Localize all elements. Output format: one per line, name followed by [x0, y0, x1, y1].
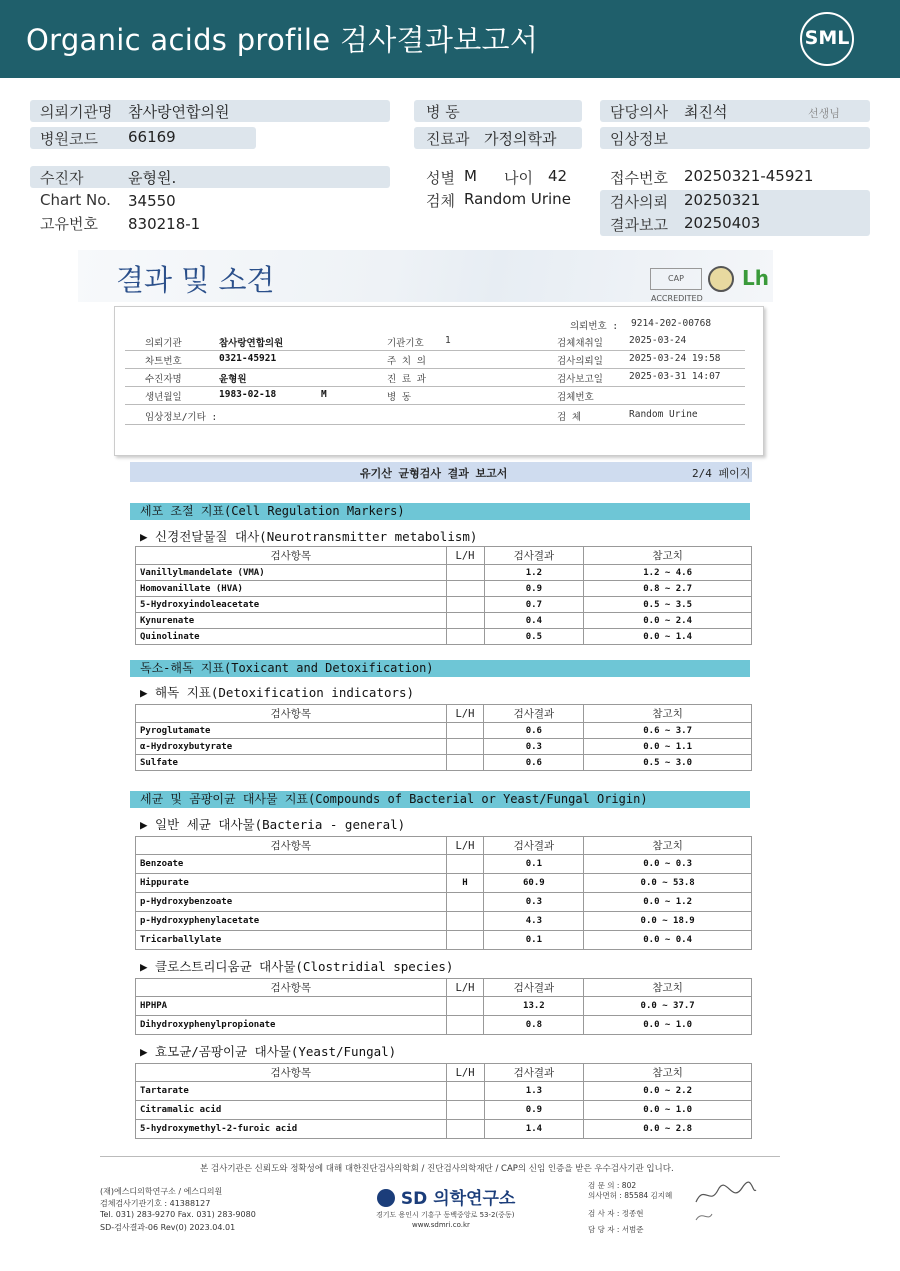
reference-range: 1.2 ~ 4.6 — [584, 565, 752, 581]
flag-cell — [446, 597, 484, 613]
lab-name: SD 의학연구소 — [400, 1189, 516, 1209]
table-row — [136, 874, 752, 893]
reference-range: 0.0 ~ 18.9 — [584, 912, 752, 931]
column-header: 검사항목 — [136, 979, 447, 997]
flag-cell — [446, 629, 484, 645]
org-line-3: Tel. 031) 283-9270 Fax. 031) 283-9080 — [100, 1210, 256, 1219]
request-label: 검사의뢰 — [610, 193, 668, 211]
institution-value: 참사랑연합의원 — [128, 103, 230, 121]
column-header: 검사결과 — [484, 837, 584, 855]
age-value: 42 — [548, 167, 568, 185]
item-name: α-Hydroxybutyrate — [136, 739, 447, 755]
info-label: 임상정보/기타 : — [145, 412, 218, 423]
info-label: 검체채취일 — [557, 338, 603, 349]
request-no-value: 9214-202-00768 — [631, 318, 712, 329]
report-value: 20250403 — [684, 214, 761, 232]
sd-lab-logo — [377, 1184, 515, 1209]
item-name: p-Hydroxyphenylacetate — [136, 912, 447, 931]
table-row — [136, 597, 752, 613]
result-value: 0.1 — [484, 855, 584, 874]
result-value: 0.9 — [484, 581, 584, 597]
signature-line-4: 담 당 자 : 서범준 — [588, 1225, 644, 1234]
id-label: 고유번호 — [40, 215, 98, 233]
flag-cell — [446, 565, 484, 581]
column-header: 참고치 — [584, 705, 752, 723]
column-header: L/H — [446, 1064, 484, 1082]
table-row — [136, 855, 752, 874]
column-header: 참고치 — [584, 547, 752, 565]
reference-range: 0.0 ~ 1.4 — [584, 629, 752, 645]
result-value: 0.3 — [484, 893, 584, 912]
chart-label: Chart No. — [40, 191, 111, 209]
result-value: 13.2 — [484, 997, 584, 1016]
flag-cell — [446, 997, 484, 1016]
column-header: 검사결과 — [484, 1064, 584, 1082]
column-header: 검사결과 — [484, 705, 584, 723]
column-header: 참고치 — [584, 1064, 752, 1082]
dept-value: 가정의학과 — [484, 130, 557, 148]
reference-range: 0.8 ~ 2.7 — [584, 581, 752, 597]
item-name: Hippurate — [136, 874, 447, 893]
column-header: 검사항목 — [136, 1064, 447, 1082]
info-value: 2025-03-31 14:07 — [629, 371, 721, 382]
patient-label: 수진자 — [40, 169, 84, 187]
item-name: Quinolinate — [136, 629, 447, 645]
results-table — [135, 978, 752, 1035]
flag-cell — [446, 1016, 484, 1035]
result-value: 60.9 — [484, 874, 584, 893]
result-value: 1.2 — [484, 565, 584, 581]
institution-label: 의뢰기관명 — [40, 103, 113, 121]
result-value: 0.4 — [484, 613, 584, 629]
org-line-2: 검체검사기관기호 : 41388127 — [100, 1199, 211, 1208]
lab-website: www.sdmri.co.kr — [412, 1221, 470, 1229]
doctor-suffix: 선생님 — [808, 107, 840, 120]
flag-cell — [446, 613, 484, 629]
flag-cell — [446, 855, 484, 874]
column-header: L/H — [446, 837, 484, 855]
subsection-header: ▶ 신경전달물질 대사(Neurotransmitter metabolism) — [140, 529, 478, 544]
receipt-value: 20250321-45921 — [684, 167, 814, 185]
chart-value: 34550 — [128, 192, 176, 210]
subsection-header: ▶ 일반 세균 대사물(Bacteria - general) — [140, 817, 406, 832]
table-row — [136, 893, 752, 912]
item-name: Vanillylmandelate (VMA) — [136, 565, 447, 581]
column-header: 참고치 — [584, 979, 752, 997]
specimen-label: 검체 — [426, 192, 455, 210]
info-value: 1 — [445, 335, 451, 346]
item-name: Kynurenate — [136, 613, 447, 629]
info-label: 수진자명 — [145, 374, 182, 385]
top-header-bar — [0, 0, 900, 78]
info-label: 검사보고일 — [557, 374, 603, 385]
signature-icon — [690, 1176, 760, 1226]
info-label: 검사의뢰일 — [557, 356, 603, 367]
table-header-row — [136, 547, 752, 565]
lab-address: 경기도 용인시 기흥구 동백중앙로 53-2(중동) — [376, 1211, 515, 1219]
signature-line-3: 검 사 자 : 정종현 — [588, 1209, 644, 1218]
table-header-row — [136, 1064, 752, 1082]
results-table — [135, 546, 752, 645]
flag-cell — [446, 739, 484, 755]
info-value: Random Urine — [629, 409, 698, 420]
result-value: 0.7 — [484, 597, 584, 613]
dept-label: 진료과 — [426, 130, 470, 148]
logo-text: SML — [804, 27, 850, 49]
item-name: Dihydroxyphenylpropionate — [136, 1016, 447, 1035]
flag-cell — [446, 581, 484, 597]
signature-line-1: 검 문 의 : 802 — [588, 1181, 637, 1190]
info-label: 검 체 — [557, 412, 582, 423]
flag-cell — [446, 912, 484, 931]
info-label: 검체번호 — [557, 392, 594, 403]
result-value: 0.8 — [484, 1016, 584, 1035]
column-header: 검사항목 — [136, 705, 447, 723]
report-label: 결과보고 — [610, 216, 668, 234]
info-label: 주 치 의 — [387, 356, 426, 367]
banner-title: 결과 및 소견 — [116, 263, 275, 297]
table-header-row — [136, 979, 752, 997]
receipt-label: 접수번호 — [610, 169, 668, 187]
report-heading-bar — [130, 462, 752, 482]
info-label: 의뢰기관 — [145, 338, 182, 349]
result-value: 0.3 — [484, 739, 584, 755]
signature-line-2: 의사면허 : 85584 김지혜 — [588, 1191, 673, 1200]
reference-range: 0.0 ~ 37.7 — [584, 997, 752, 1016]
info-value: 윤형원 — [219, 374, 247, 385]
info-value: 1983-02-18 — [219, 389, 277, 400]
column-header: 검사항목 — [136, 547, 447, 565]
reference-range: 0.0 ~ 1.1 — [584, 739, 752, 755]
column-header: 검사항목 — [136, 837, 447, 855]
info-label: 진 료 과 — [387, 374, 426, 385]
column-header: L/H — [446, 705, 484, 723]
doctor-value: 최진석 — [684, 103, 728, 121]
request-no-label: 의뢰번호 : — [570, 321, 619, 332]
column-header: L/H — [446, 547, 484, 565]
result-value: 0.5 — [484, 629, 584, 645]
report-heading: 유기산 균형검사 결과 보고서 — [360, 467, 508, 480]
report-title: Organic acids profile 검사결과보고서 — [26, 23, 539, 57]
age-label: 나이 — [504, 169, 533, 187]
reference-range: 0.5 ~ 3.0 — [584, 755, 752, 771]
reference-range: 0.0 ~ 1.0 — [584, 1101, 752, 1120]
flag-cell — [446, 1120, 484, 1139]
org-line-1: (재)에스디의학연구소 / 에스디의원 — [100, 1187, 223, 1196]
item-name: HPHPA — [136, 997, 447, 1016]
sml-logo — [800, 12, 854, 66]
code-value: 66169 — [128, 128, 176, 146]
flag-cell — [446, 1082, 484, 1101]
table-row — [136, 1120, 752, 1139]
flag-cell — [446, 755, 484, 771]
info-value: 2025-03-24 — [629, 335, 687, 346]
patient-value: 윤형원. — [128, 169, 177, 187]
item-name: Homovanillate (HVA) — [136, 581, 447, 597]
table-row — [136, 912, 752, 931]
table-row — [136, 755, 752, 771]
sex-label: 성별 — [426, 169, 455, 187]
result-value: 0.6 — [484, 723, 584, 739]
info-value: 참사랑연합의원 — [219, 338, 284, 349]
flag-cell — [446, 723, 484, 739]
subsection-header: ▶ 클로스트리디움균 대사물(Clostridial species) — [140, 959, 454, 974]
page-indicator: 2/4 페이지 — [692, 467, 751, 480]
sex-value: M — [464, 167, 477, 185]
request-value: 20250321 — [684, 191, 761, 209]
info-value: 0321-45921 — [219, 353, 277, 364]
table-row — [136, 565, 752, 581]
reference-range: 0.0 ~ 2.8 — [584, 1120, 752, 1139]
clinical-label: 임상정보 — [610, 130, 668, 148]
item-name: Citramalic acid — [136, 1101, 447, 1120]
item-name: 5-hydroxymethyl-2-furoic acid — [136, 1120, 447, 1139]
doctor-label: 담당의사 — [610, 103, 668, 121]
info-value: M — [321, 389, 327, 400]
table-header-row — [136, 837, 752, 855]
table-row — [136, 1082, 752, 1101]
column-header: 검사결과 — [484, 547, 584, 565]
table-row — [136, 629, 752, 645]
result-value: 0.9 — [484, 1101, 584, 1120]
info-label: 기관기호 — [387, 338, 424, 349]
result-value: 0.6 — [484, 755, 584, 771]
result-value: 1.3 — [484, 1082, 584, 1101]
table-row — [136, 997, 752, 1016]
footer-divider — [100, 1156, 780, 1157]
subsection-header: ▶ 해독 지표(Detoxification indicators) — [140, 685, 415, 700]
table-header-row — [136, 705, 752, 723]
subsection-header: ▶ 효모균/곰팡이균 대사물(Yeast/Fungal) — [140, 1044, 397, 1059]
table-row — [136, 739, 752, 755]
item-name: Tartarate — [136, 1082, 447, 1101]
table-row — [136, 723, 752, 739]
table-row — [136, 613, 752, 629]
flag-cell: H — [446, 874, 484, 893]
item-name: 5-Hydroxyindoleacetate — [136, 597, 447, 613]
item-name: Tricarballylate — [136, 931, 447, 950]
table-row — [136, 581, 752, 597]
reference-range: 0.0 ~ 0.3 — [584, 855, 752, 874]
reference-range: 0.0 ~ 2.4 — [584, 613, 752, 629]
info-label: 차트번호 — [145, 356, 182, 367]
flag-cell — [446, 1101, 484, 1120]
reference-range: 0.6 ~ 3.7 — [584, 723, 752, 739]
result-value: 4.3 — [484, 912, 584, 931]
cap-accredited-logo: CAP ACCREDITED — [650, 268, 702, 290]
specimen-value: Random Urine — [464, 190, 571, 208]
reference-range: 0.0 ~ 0.4 — [584, 931, 752, 950]
item-name: Pyroglutamate — [136, 723, 447, 739]
flag-cell — [446, 931, 484, 950]
info-label: 병 동 — [387, 392, 412, 403]
request-info-box — [114, 306, 764, 456]
cert-text: 본 검사기관은 신뢰도와 정확성에 대해 대한진단검사의학회 / 진단검사의학재단 / CAP의 신임 인증을 받은 우수검사기관 입니다. — [200, 1164, 674, 1174]
column-header: L/H — [446, 979, 484, 997]
lab-logo-icon: Lh — [742, 266, 769, 290]
table-row — [136, 1101, 752, 1120]
table-row — [136, 1016, 752, 1035]
result-value: 0.1 — [484, 931, 584, 950]
results-table — [135, 1063, 752, 1139]
org-line-4: SD-검사결과-06 Rev(0) 2023.04.01 — [100, 1223, 236, 1232]
info-value: 2025-03-24 19:58 — [629, 353, 721, 364]
reference-range: 0.0 ~ 1.0 — [584, 1016, 752, 1035]
results-table — [135, 704, 752, 771]
ward-label: 병 동 — [426, 103, 460, 121]
seal-icon — [708, 266, 734, 292]
scanned-report — [78, 250, 773, 1150]
table-row — [136, 931, 752, 950]
reference-range: 0.0 ~ 1.2 — [584, 893, 752, 912]
results-table — [135, 836, 752, 950]
info-label: 생년월일 — [145, 392, 182, 403]
section-header: 세균 및 곰팡이균 대사물 지표(Compounds of Bacterial or Yeast/Fungal Origin) — [130, 791, 750, 808]
item-name: Sulfate — [136, 755, 447, 771]
column-header: 참고치 — [584, 837, 752, 855]
flag-cell — [446, 893, 484, 912]
code-label: 병원코드 — [40, 130, 98, 148]
item-name: p-Hydroxybenzoate — [136, 893, 447, 912]
reference-range: 0.5 ~ 3.5 — [584, 597, 752, 613]
section-header: 세포 조절 지표(Cell Regulation Markers) — [130, 503, 750, 520]
results-banner — [78, 250, 773, 302]
item-name: Benzoate — [136, 855, 447, 874]
id-value: 830218-1 — [128, 215, 201, 233]
column-header: 검사결과 — [484, 979, 584, 997]
reference-range: 0.0 ~ 2.2 — [584, 1082, 752, 1101]
result-value: 1.4 — [484, 1120, 584, 1139]
reference-range: 0.0 ~ 53.8 — [584, 874, 752, 893]
section-header: 독소-해독 지표(Toxicant and Detoxification) — [130, 660, 750, 677]
